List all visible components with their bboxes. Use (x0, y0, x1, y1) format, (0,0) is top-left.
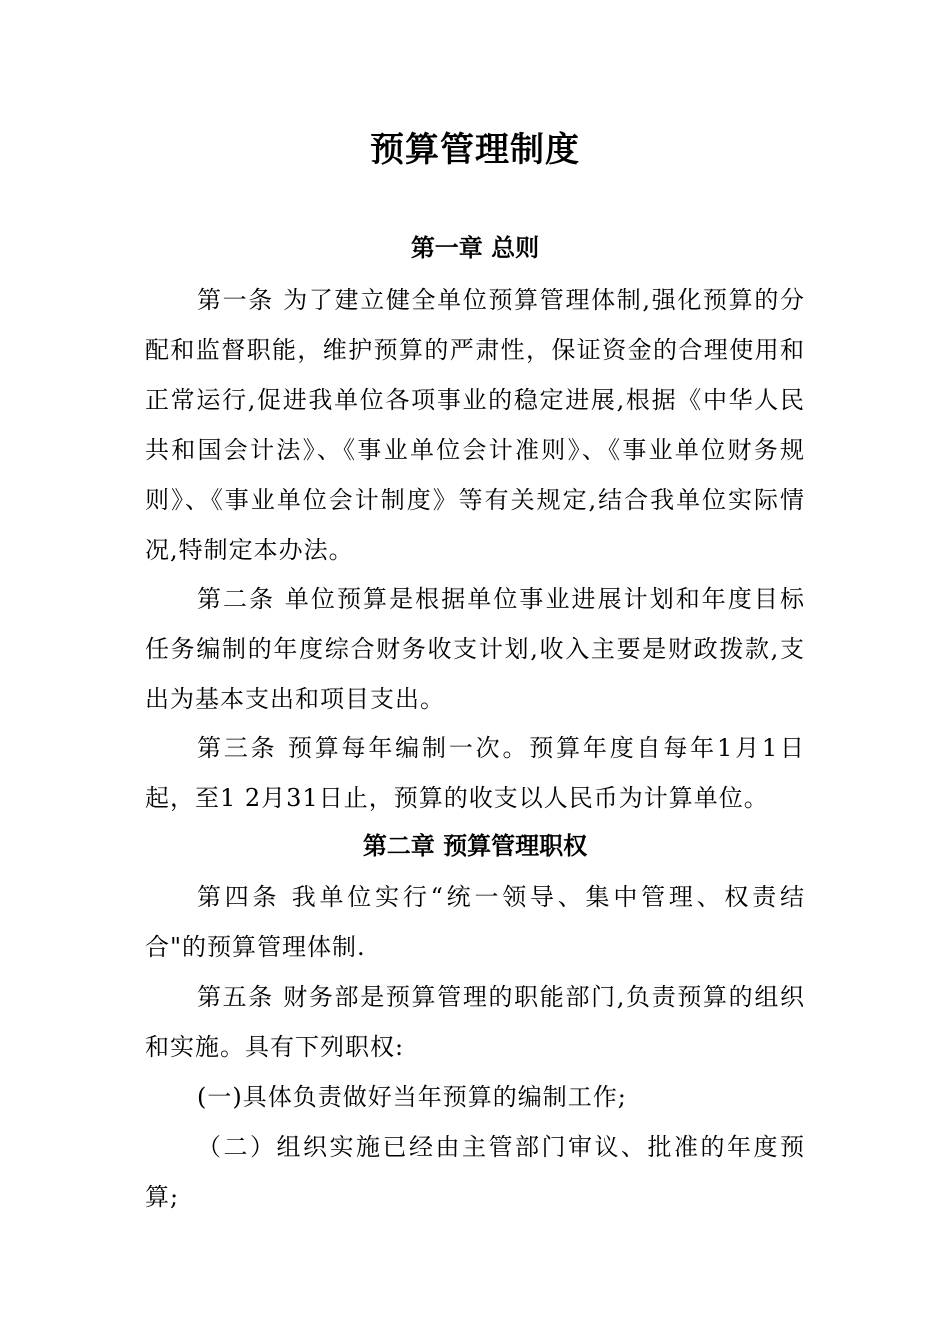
list-item-1: (一)具体负责做好当年预算的编制工作; (197, 1083, 627, 1111)
document-title: 预算管理制度 (370, 130, 580, 170)
list-item-2: （二）组织实施已经由主管部门审议、批准的年度预算; (145, 1133, 805, 1211)
article-4: 第四条 我单位实行“统一领导、集中管理、权责结合"的预算管理体制. (145, 883, 805, 961)
article-3: 第三条 预算每年编制一次。预算年度自每年1月1日起，至1 2月31日止，预算的收支以人民币为计算单位。 (145, 734, 805, 812)
article-5: 第五条 财务部是预算管理的职能部门,负责预算的组织和实施。具有下列职权: (145, 983, 805, 1061)
article-2: 第二条 单位预算是根据单位事业进展计划和年度目标任务编制的年度综合财务收支计划,收入主要是财政拨款,支出为基本支出和项目支出。 (145, 585, 805, 713)
chapter-heading-authority: 第二章 预算管理职权 (362, 832, 588, 860)
article-1: 第一条 为了建立健全单位预算管理体制,强化预算的分配和监督职能，维护预算的严肃性，保证资金的合理使用和正常运行,促进我单位各项事业的稳定进展,根据《中华人民共和国会计法》、《事业单位会计准则》、《事业单位财务规则》、《事业单位会计制度》等有关规定,结合我单位实际情况,特制定本办法。 (145, 286, 805, 564)
chapter-heading-general: 第一章 总则 (410, 234, 540, 262)
